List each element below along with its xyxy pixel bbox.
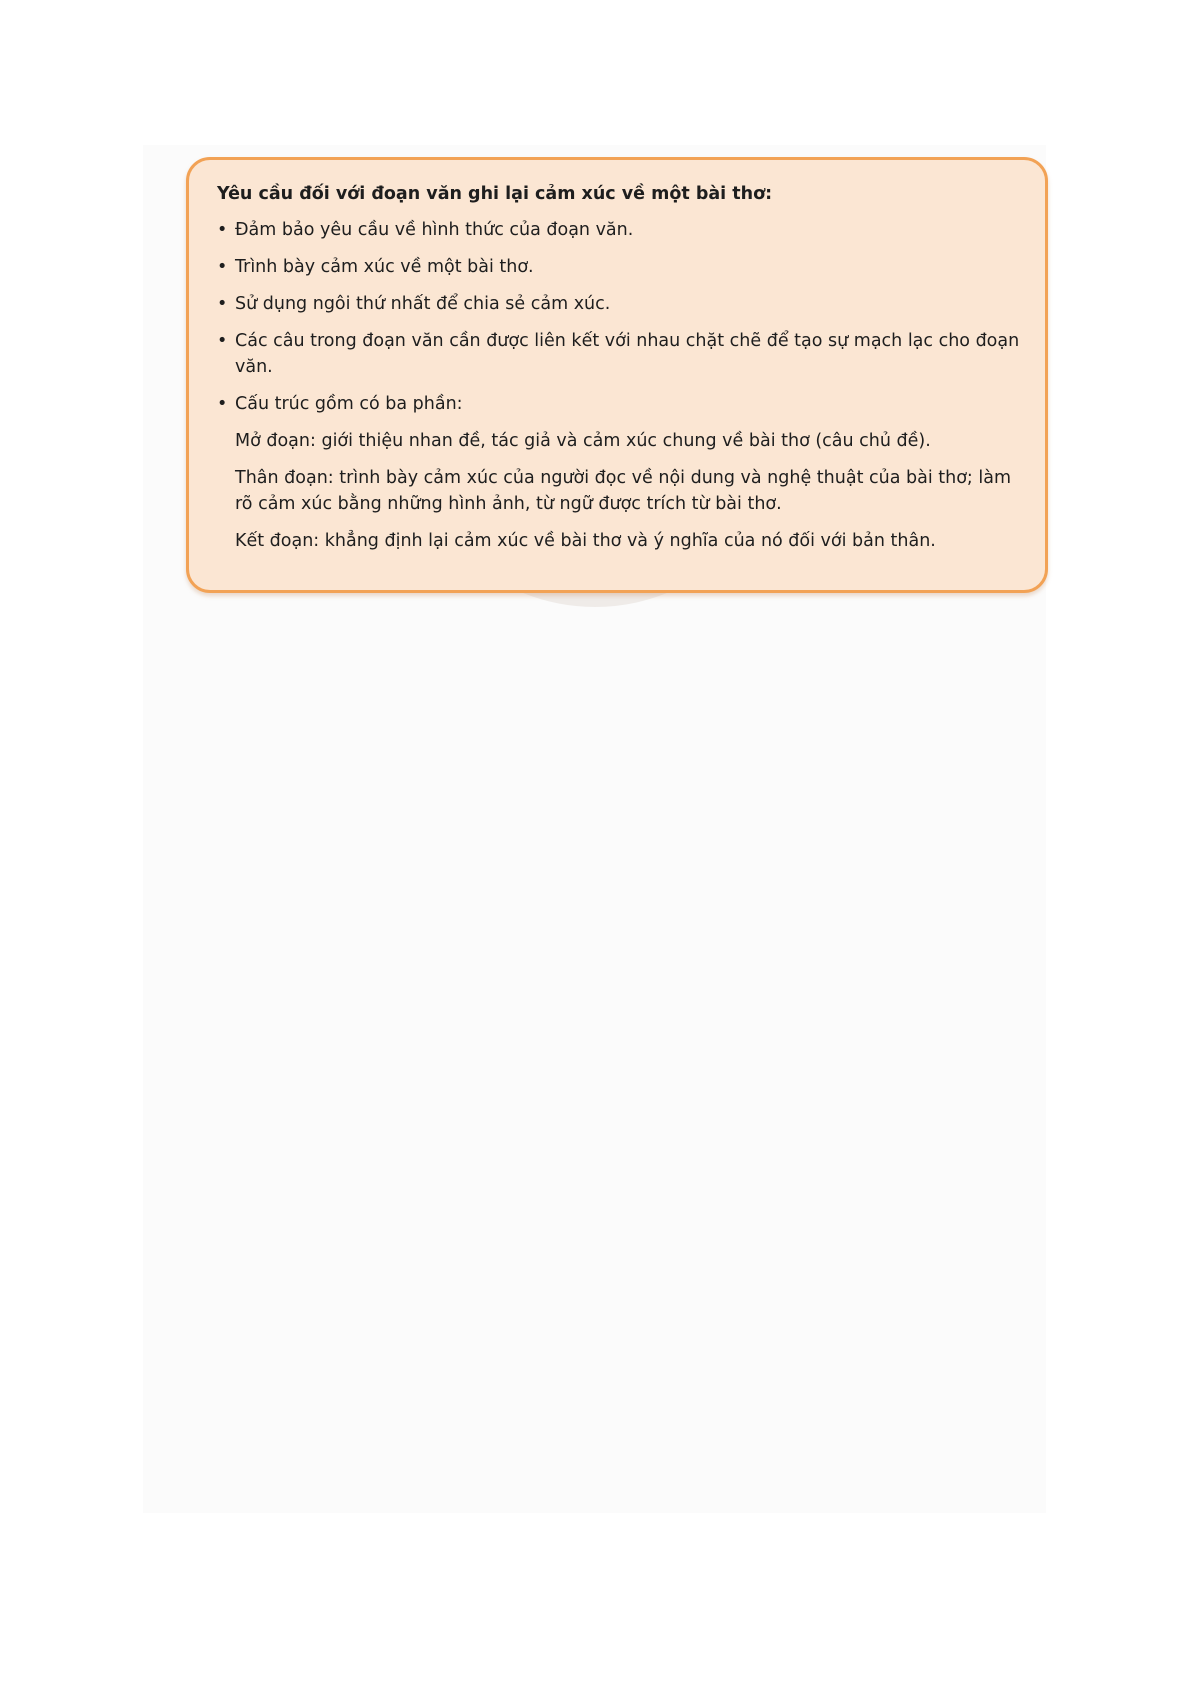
requirements-list [217, 217, 1025, 417]
structure-body: Thân đoạn: trình bày cảm xúc của người đọc về nội dung và nghệ thuật của bài thơ; làm rõ cảm xúc bằng những hình ảnh, từ ngữ được trích từ bài thơ. [235, 468, 1012, 514]
list-item-text: Các câu trong đoạn văn cần được liên kết với nhau chặt chẽ để tạo sự mạch lạc cho đoạn văn. [235, 331, 1020, 377]
list-item-text: Trình bày cảm xúc về một bài thơ. [235, 257, 534, 277]
structure-opening: Mở đoạn: giới thiệu nhan đề, tác giả và cảm xúc chung về bài thơ (câu chủ đề). [235, 431, 931, 451]
requirements-box [186, 157, 1048, 593]
structure-parts [217, 428, 1025, 554]
list-item [217, 391, 1025, 417]
structure-closing: Kết đoạn: khẳng định lại cảm xúc về bài thơ và ý nghĩa của nó đối với bản thân. [235, 531, 936, 551]
list-item-text: Đảm bảo yêu cầu về hình thức của đoạn văn. [235, 220, 634, 240]
bullet-icon: • [217, 220, 228, 240]
list-item-text: Sử dụng ngôi thứ nhất để chia sẻ cảm xúc. [235, 294, 611, 314]
list-item [217, 254, 1025, 280]
list-item [217, 328, 1025, 380]
bullet-icon: • [217, 331, 228, 351]
list-item-text: Cấu trúc gồm có ba phần: [235, 394, 463, 414]
box-title: Yêu cầu đối với đoạn văn ghi lại cảm xúc về một bài thơ: [217, 184, 773, 204]
bullet-icon: • [217, 257, 228, 277]
list-item [217, 217, 1025, 243]
bullet-icon: • [217, 394, 228, 414]
list-item [217, 291, 1025, 317]
bullet-icon: • [217, 294, 228, 314]
